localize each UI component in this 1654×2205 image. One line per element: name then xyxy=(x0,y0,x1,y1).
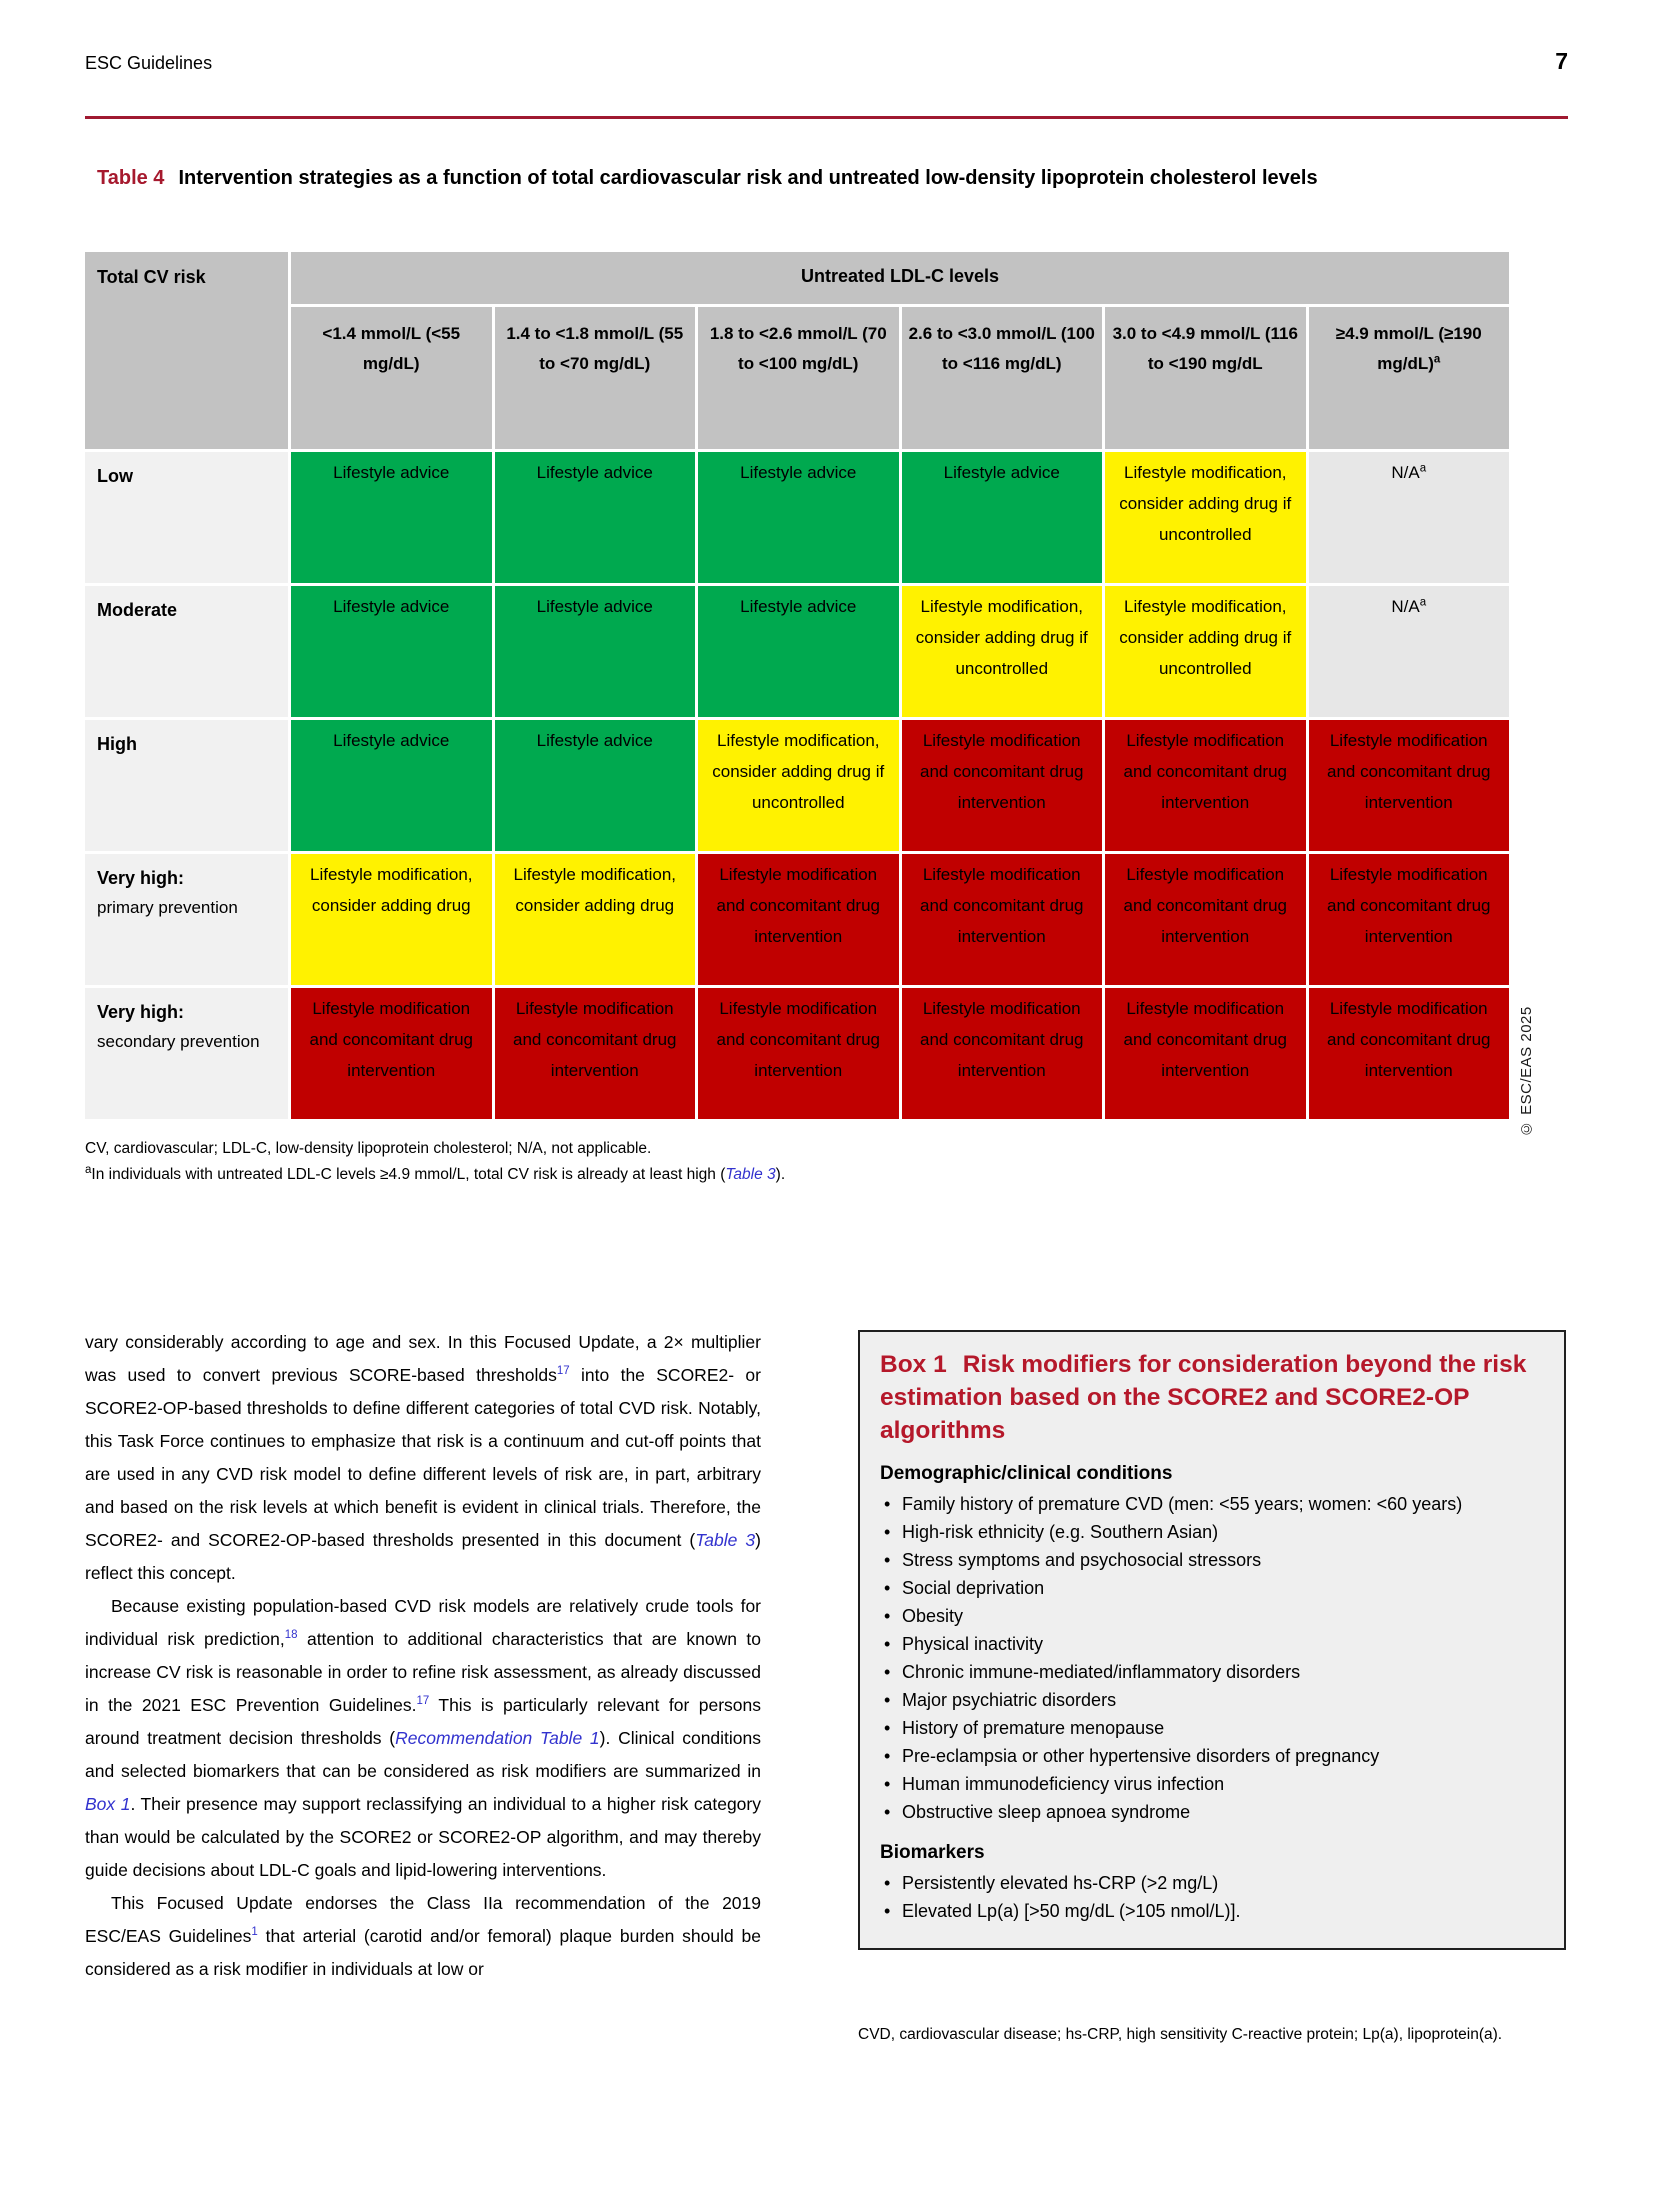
intervention-cell xyxy=(698,452,899,583)
cross-ref-link[interactable]: Table 3 xyxy=(695,1530,756,1550)
text-run: Lifestyle advice xyxy=(333,597,450,616)
copyright-sidenote: © ESC/EAS 2025 xyxy=(1518,1006,1535,1137)
text-run: Lifestyle advice xyxy=(536,731,653,750)
cross-ref-link[interactable]: Recommendation Table 1 xyxy=(395,1728,600,1748)
box-bullet-item: • Major psychiatric disorders xyxy=(880,1687,1542,1714)
superscript-marker: a xyxy=(1419,596,1427,609)
risk-row-label-strong: Moderate xyxy=(97,600,178,620)
table-row xyxy=(85,720,1509,851)
text-run: Lifestyle modification and concomitant drug intervention xyxy=(716,999,880,1080)
text-run: vary considerably according to age and sex. In this Focused Update, a 2× multiplier was used to convert previous SCORE-based thresholds xyxy=(85,1332,761,1385)
table4-footnote-abbrev: CV, cardiovascular; LDL-C, low-density lipoprotein cholesterol; N/A, not applicable. xyxy=(85,1140,652,1157)
risk-row-label-strong: High xyxy=(97,734,137,754)
text-run: Lifestyle modification and concomitant drug intervention xyxy=(1123,865,1287,946)
box-bullet-item: • Physical inactivity xyxy=(880,1631,1542,1658)
intervention-cell xyxy=(495,854,696,985)
table-row xyxy=(85,586,1509,717)
intervention-cell xyxy=(291,720,492,851)
box1-title-text: Risk modifiers for consideration beyond the risk estimation based on the SCORE2 and SCORE2-OP algorithms xyxy=(880,1351,1527,1444)
intervention-cell xyxy=(291,586,492,717)
column-header-cell xyxy=(902,307,1103,449)
text-run: In individuals with untreated LDL-C levels ≥4.9 mmol/L, total CV risk is already at least high ( xyxy=(91,1166,726,1183)
text-run: Lifestyle modification and concomitant drug intervention xyxy=(920,999,1084,1080)
risk-row-label xyxy=(85,720,288,851)
intervention-cell xyxy=(1309,720,1510,851)
table4-footnote-a xyxy=(85,1162,1509,1188)
intervention-cell xyxy=(495,720,696,851)
text-run: Lifestyle modification and concomitant drug intervention xyxy=(309,999,473,1080)
box1-section-biomarkers: Biomarkers xyxy=(880,1842,985,1863)
table4-caption xyxy=(97,163,1517,194)
corner-header-cell: Total CV risk xyxy=(85,252,288,449)
box1-section-demographic: Demographic/clinical conditions xyxy=(880,1463,1173,1484)
text-run: Lifestyle modification and concomitant drug intervention xyxy=(920,731,1084,812)
box1-footnote: CVD, cardiovascular disease; hs-CRP, high sensitivity C-reactive protein; Lp(a), lipoprotein(a). xyxy=(858,2026,1503,2043)
running-head xyxy=(85,48,1568,75)
intervention-cell xyxy=(698,988,899,1119)
box1-biomarkers-list xyxy=(880,1870,1542,1925)
box-bullet-item: • Obstructive sleep apnoea syndrome xyxy=(880,1799,1542,1826)
text-run: This is particularly relevant for persons around treatment decision thresholds ( xyxy=(85,1695,761,1748)
risk-row-label-strong: Very high: xyxy=(97,1002,185,1022)
text-run: Lifestyle modification, consider adding drug xyxy=(309,865,473,915)
table4-header xyxy=(85,252,1509,449)
page-number: 7 xyxy=(1555,48,1568,74)
table4 xyxy=(85,252,1509,1119)
intervention-cell xyxy=(1105,720,1306,851)
box-bullet-item: • Obesity xyxy=(880,1603,1542,1630)
text-run: Lifestyle advice xyxy=(333,731,450,750)
intervention-cell xyxy=(902,586,1103,717)
body-left-column xyxy=(85,1326,761,1986)
citation-ref[interactable]: 17 xyxy=(556,1365,570,1378)
risk-row-label-sub: secondary prevention xyxy=(97,1032,260,1051)
box-bullet-item: • Elevated Lp(a) [>50 mg/dL (>105 nmol/L)]. xyxy=(880,1898,1542,1925)
intervention-cell xyxy=(698,586,899,717)
text-run: Lifestyle modification and concomitant drug intervention xyxy=(1327,999,1491,1080)
intervention-cell xyxy=(495,988,696,1119)
intervention-cell xyxy=(1105,586,1306,717)
body-paragraph xyxy=(85,1326,761,1590)
box-bullet-item: • History of premature menopause xyxy=(880,1715,1542,1742)
cross-ref-link[interactable]: Box 1 xyxy=(85,1794,131,1814)
table-row xyxy=(85,452,1509,583)
box1-title xyxy=(880,1348,1542,1447)
text-run: Lifestyle advice xyxy=(536,597,653,616)
text-run: ≥4.9 mmol/L (≥190 mg/dL) xyxy=(1335,324,1482,373)
intervention-cell xyxy=(1105,854,1306,985)
intervention-cell xyxy=(291,452,492,583)
table4-label: Table 4 xyxy=(97,167,165,189)
header-divider-rule xyxy=(85,116,1568,119)
text-run: attention to additional characteristics that are known to increase CV risk is reasonable in order to refine risk assessment, as already discussed in the 2021 ESC Prevention Guidelines. xyxy=(85,1629,761,1715)
intervention-cell xyxy=(902,452,1103,583)
superscript-marker: a xyxy=(1419,462,1427,475)
text-run: Lifestyle advice xyxy=(333,463,450,482)
citation-ref[interactable]: 17 xyxy=(416,1695,430,1708)
intervention-cell xyxy=(1309,452,1510,583)
text-run: Lifestyle modification, consider adding drug if uncontrolled xyxy=(915,597,1088,678)
risk-row-label-sub: primary prevention xyxy=(97,898,238,917)
box1 xyxy=(858,1330,1566,1950)
intervention-cell xyxy=(495,586,696,717)
box-bullet-item: • Stress symptoms and psychosocial stressors xyxy=(880,1547,1542,1574)
text-run: that arterial (carotid and/or femoral) plaque burden should be considered as a risk modifier in individuals at low or xyxy=(85,1926,762,1979)
text-run: Lifestyle modification and concomitant drug intervention xyxy=(1123,731,1287,812)
citation-ref[interactable]: 1 xyxy=(251,1926,258,1939)
text-run: 1.4 to <1.8 mmol/L (55 to <70 mg/dL) xyxy=(506,324,684,373)
text-run: . Their presence may support reclassifying an individual to a higher risk category than would be calculated by the SCORE2 or SCORE2-OP algorithm, and may thereby guide decisions about LDL-C goals and lipid-lowering interventions. xyxy=(85,1794,761,1880)
box-bullet-item: • Chronic immune-mediated/inflammatory disorders xyxy=(880,1659,1542,1686)
intervention-cell xyxy=(1309,854,1510,985)
text-run: Because existing population-based CVD risk models are relatively crude tools for individual risk prediction, xyxy=(85,1596,761,1649)
journal-title: ESC Guidelines xyxy=(85,53,213,73)
column-header-cell xyxy=(495,307,696,449)
citation-ref[interactable]: 18 xyxy=(284,1629,298,1642)
cross-ref-link[interactable]: Table 3 xyxy=(725,1166,776,1183)
risk-row-label xyxy=(85,854,288,985)
intervention-cell xyxy=(1105,452,1306,583)
column-header-cell xyxy=(291,307,492,449)
intervention-cell xyxy=(291,988,492,1119)
text-run: Lifestyle modification, consider adding drug if uncontrolled xyxy=(1119,597,1292,678)
text-run: Lifestyle advice xyxy=(740,463,857,482)
text-run: <1.4 mmol/L (<55 mg/dL) xyxy=(322,324,461,373)
box-bullet-item: • High-risk ethnicity (e.g. Southern Asian) xyxy=(880,1519,1542,1546)
superscript-marker: a xyxy=(1433,353,1441,366)
intervention-cell xyxy=(1105,988,1306,1119)
risk-row-label-strong: Low xyxy=(97,466,133,486)
text-run: Lifestyle modification and concomitant drug intervention xyxy=(513,999,677,1080)
box-bullet-item: • Family history of premature CVD (men: <55 years; women: <60 years) xyxy=(880,1491,1542,1518)
text-run: ). xyxy=(775,1166,786,1183)
column-header-cell xyxy=(1309,307,1510,449)
intervention-cell xyxy=(1309,586,1510,717)
column-header-cell xyxy=(1105,307,1306,449)
text-run: Lifestyle advice xyxy=(536,463,653,482)
text-run: Lifestyle modification and concomitant drug intervention xyxy=(1327,731,1491,812)
risk-row-label xyxy=(85,586,288,717)
risk-row-label xyxy=(85,988,288,1119)
box1-label: Box 1 xyxy=(880,1351,947,1378)
risk-row-label-strong: Very high: xyxy=(97,868,185,888)
column-header-cell xyxy=(698,307,899,449)
text-run: Lifestyle modification and concomitant drug intervention xyxy=(920,865,1084,946)
table4-footnotes xyxy=(85,1136,1509,1188)
intervention-cell xyxy=(698,720,899,851)
table4-body xyxy=(85,452,1509,1119)
text-run: into the SCORE2- or SCORE2-OP-based thresholds to define different categories of total CVD risk. Notably, this Task Force continues to emphasize that risk is a continuum and cut-off points that are used in any CVD risk model to define different levels of risk are, in part, arbitrary and based on the risk levels at which benefit is evident in clinical trials. Therefore, the SCORE2- and SCORE2-OP-based thresholds presented in this document ( xyxy=(85,1365,761,1550)
text-run: 1.8 to <2.6 mmol/L (70 to <100 mg/dL) xyxy=(709,324,887,373)
text-run: Lifestyle advice xyxy=(943,463,1060,482)
intervention-cell xyxy=(902,988,1103,1119)
box-bullet-item: • Social deprivation xyxy=(880,1575,1542,1602)
intervention-cell xyxy=(291,854,492,985)
box-bullet-item: • Human immunodeficiency virus infection xyxy=(880,1771,1542,1798)
table4-title-text: Intervention strategies as a function of total cardiovascular risk and untreated low-density lipoprotein cholesterol levels xyxy=(178,167,1318,189)
risk-row-label xyxy=(85,452,288,583)
ldl-group-header-cell: Untreated LDL-C levels xyxy=(291,252,1509,304)
intervention-cell xyxy=(902,854,1103,985)
table-row xyxy=(85,988,1509,1119)
box1-demographic-list xyxy=(880,1491,1542,1826)
text-run: ). Clinical conditions and selected biomarkers that can be considered as risk modifiers are summarized in xyxy=(85,1728,762,1781)
intervention-cell xyxy=(902,720,1103,851)
text-run: Lifestyle modification, consider adding drug if uncontrolled xyxy=(712,731,885,812)
text-run: N/A xyxy=(1391,597,1420,616)
text-run: Lifestyle modification and concomitant drug intervention xyxy=(1327,865,1491,946)
text-run: Lifestyle advice xyxy=(740,597,857,616)
text-run: Lifestyle modification, consider adding drug if uncontrolled xyxy=(1119,463,1292,544)
text-run: 2.6 to <3.0 mmol/L (100 to <116 mg/dL) xyxy=(908,324,1095,373)
intervention-cell xyxy=(1309,988,1510,1119)
body-paragraph xyxy=(85,1887,761,1986)
intervention-cell xyxy=(495,452,696,583)
text-run: 3.0 to <4.9 mmol/L (116 to <190 mg/dL xyxy=(1112,324,1298,373)
text-run: This Focused Update endorses the Class IIa recommendation of the 2019 ESC/EAS Guidelines xyxy=(85,1893,761,1946)
text-run: Lifestyle modification and concomitant drug intervention xyxy=(716,865,880,946)
box-bullet-item: • Persistently elevated hs-CRP (>2 mg/L) xyxy=(880,1870,1542,1897)
box-bullet-item: • Pre-eclampsia or other hypertensive disorders of pregnancy xyxy=(880,1743,1542,1770)
text-run: ) reflect this concept. xyxy=(85,1530,761,1583)
text-run: Lifestyle modification, consider adding drug xyxy=(513,865,677,915)
text-run: N/A xyxy=(1391,463,1420,482)
superscript-marker: a xyxy=(85,1163,92,1176)
intervention-cell xyxy=(698,854,899,985)
text-run: Lifestyle modification and concomitant drug intervention xyxy=(1123,999,1287,1080)
body-paragraph xyxy=(85,1590,761,1887)
table-row xyxy=(85,854,1509,985)
